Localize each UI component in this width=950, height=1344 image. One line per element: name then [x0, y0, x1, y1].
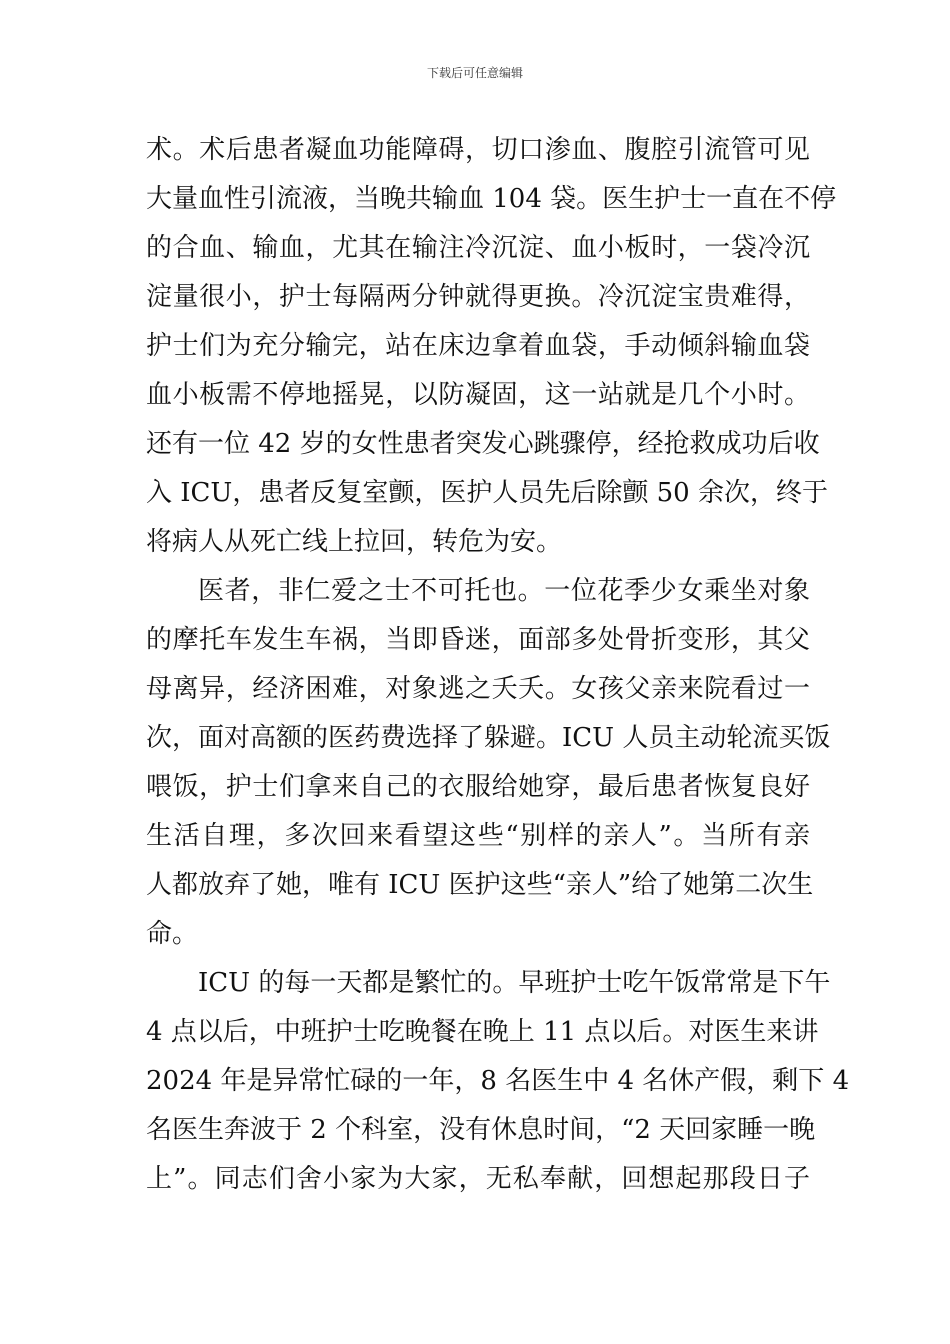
text-line: 生活自理，多次回来看望这些“别样的亲人”。当所有亲 — [146, 821, 810, 851]
text-line: ICU 的每一天都是繁忙的。早班护士吃午饭常常是下午 — [198, 968, 831, 998]
document-body — [146, 126, 850, 1204]
text-line: 次，面对高额的医药费选择了躲避。ICU 人员主动轮流买饭 — [146, 723, 831, 753]
text-line: 母离异，经济困难，对象逃之夭夭。女孩父亲来院看过一 — [146, 674, 810, 704]
text-line: 还有一位 42 岁的女性患者突发心跳骤停，经抢救成功后收 — [146, 429, 820, 459]
text-line: 名医生奔波于 2 个科室，没有休息时间，“2 天回家睡一晚 — [146, 1115, 816, 1145]
text-line: 入 ICU，患者反复室颤，医护人员先后除颤 50 余次，终于 — [146, 478, 828, 508]
text-line: 淀量很小，护士每隔两分钟就得更换。冷沉淀宝贵难得， — [146, 282, 810, 312]
text-line: 上”。同志们舍小家为大家，无私奉献，回想起那段日子 — [146, 1164, 810, 1194]
text-line: 的摩托车发生车祸，当即昏迷，面部多处骨折变形，其父 — [146, 625, 810, 655]
text-line: 护士们为充分输完，站在床边拿着血袋，手动倾斜输血袋 — [146, 331, 810, 361]
text-line: 喂饭，护士们拿来自己的衣服给她穿，最后患者恢复良好 — [146, 772, 810, 802]
text-line: 命。 — [146, 919, 199, 949]
text-line: 血小板需不停地摇晃，以防凝固，这一站就是几个小时。 — [146, 380, 810, 410]
text-line: 医者，非仁爱之士不可托也。一位花季少女乘坐对象 — [198, 576, 810, 606]
text-line: 的合血、输血，尤其在输注冷沉淀、血小板时，一袋冷沉 — [146, 233, 810, 263]
text-line: 2024 年是异常忙碌的一年，8 名医生中 4 名休产假，剩下 4 — [146, 1066, 850, 1096]
text-line: 大量血性引流液，当晚共输血 104 袋。医生护士一直在不停 — [146, 184, 837, 214]
text-line: 将病人从死亡线上拉回，转危为安。 — [146, 527, 563, 557]
text-line: 人都放弃了她，唯有 ICU 医护这些“亲人”给了她第二次生 — [146, 870, 814, 900]
text-line: 4 点以后，中班护士吃晚餐在晚上 11 点以后。对医生来讲 — [146, 1017, 819, 1047]
page-header: 下载后可任意编辑 — [426, 66, 523, 80]
text-line: 术。术后患者凝血功能障碍，切口渗血、腹腔引流管可见 — [146, 135, 810, 165]
